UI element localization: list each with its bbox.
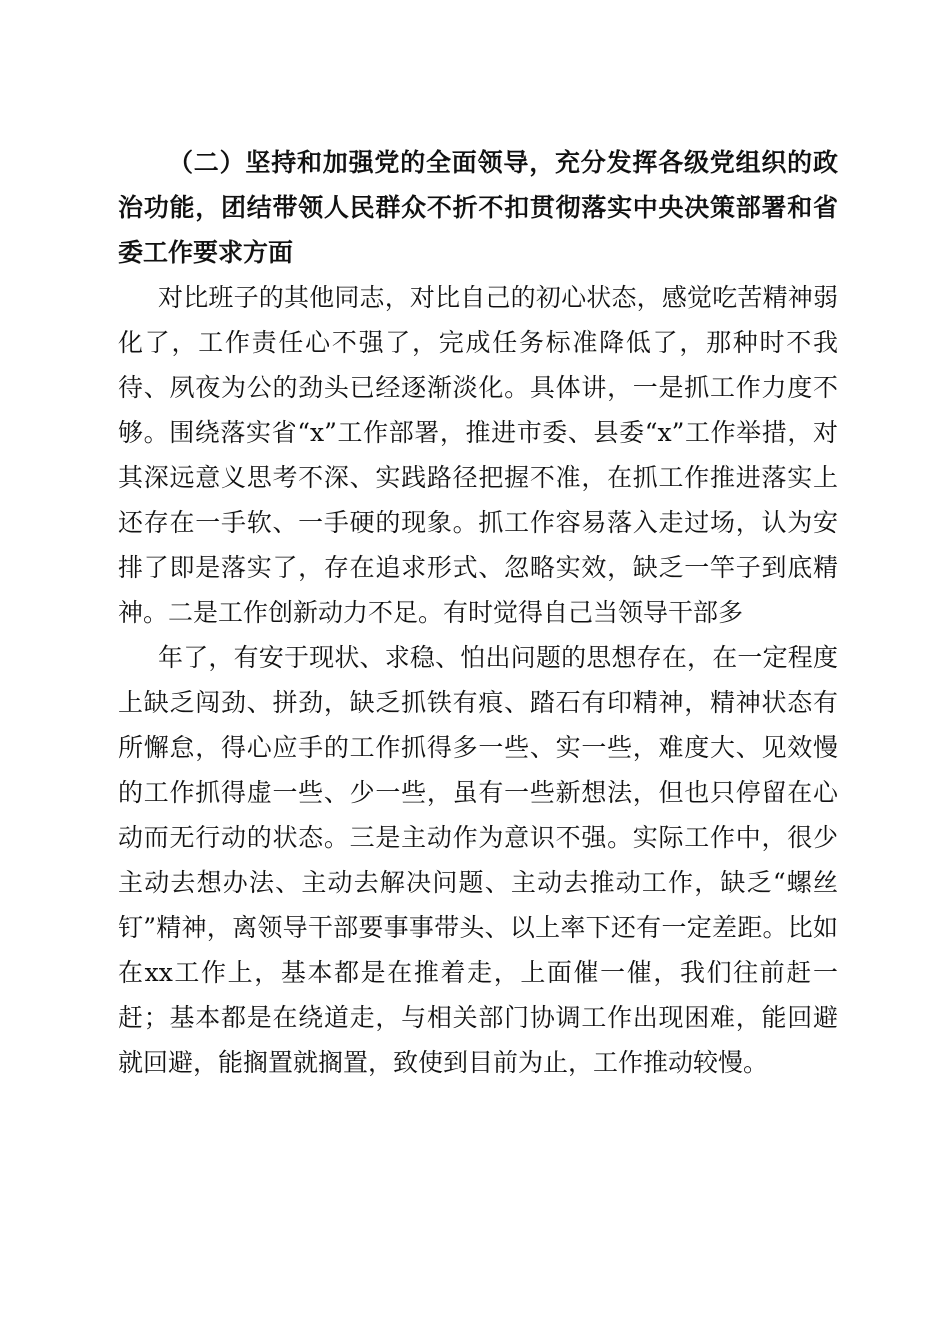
document-body xyxy=(118,140,838,1085)
body-paragraph-1: 对比班子的其他同志，对比自己的初心状态，感觉吃苦精神弱化了，工作责任心不强了，完成任务标准降低了，那种时不我待、夙夜为公的劲头已经逐渐淡化。具体讲，一是抓工作力度不够。围绕落实省“x”工作部署，推进市委、县委“x”工作举措，对其深远意义思考不深、实践路径把握不准，在抓工作推进落实上还存在一手软、一手硬的现象。抓工作容易落入走过场，认为安排了即是落实了，存在追求形式、忽略实效，缺乏一竿子到底精神。二是工作创新动力不足。有时觉得自己当领导干部多 xyxy=(118,283,838,627)
body-paragraph-2: 年了，有安于现状、求稳、怕出问题的思想存在，在一定程度上缺乏闯劲、拼劲，缺乏抓铁有痕、踏石有印精神，精神状态有所懈怠，得心应手的工作抓得多一些、实一些，难度大、见效慢的工作抓得虚一些、少一些，虽有一些新想法，但也只停留在心动而无行动的状态。三是主动作为意识不强。实际工作中，很少主动去想办法、主动去解决问题、主动去推动工作，缺乏“螺丝钉”精神，离领导干部要事事带头、以上率下还有一定差距。比如在xx工作上，基本都是在推着走，上面催一催，我们往前赶一赶；基本都是在绕道走，与相关部门协调工作出现困难，能回避就回避，能搁置就搁置，致使到目前为止，工作推动较慢。 xyxy=(118,643,838,1077)
section-heading: （二）坚持和加强党的全面领导，充分发挥各级党组织的政治功能，团结带领人民群众不折不扣贯彻落实中央决策部署和省委工作要求方面 xyxy=(118,148,838,267)
